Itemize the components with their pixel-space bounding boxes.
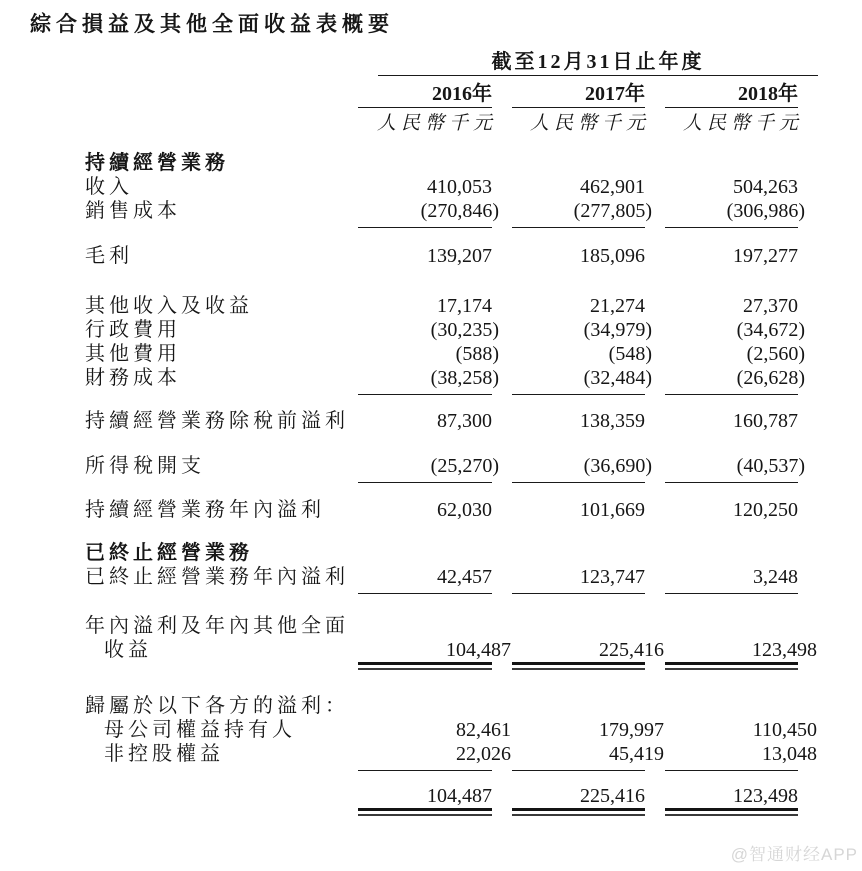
value-cell [512,498,645,522]
row-label: 非控股權益 [104,743,224,765]
value-cell [512,366,652,390]
value-cell [665,342,805,366]
row-label: 持續經營業務年內溢利 [85,499,325,521]
value-text: 110,450 [752,719,817,741]
row-label: 年內溢利及年內其他全面 [85,615,349,637]
data-row [85,294,798,318]
row-label [85,766,338,771]
income-statement-table [85,50,817,816]
value-cell [377,718,511,742]
row-label: 收入 [85,176,133,198]
row-label [85,478,338,483]
header-label-spacer [85,76,338,109]
period-header-row [85,50,798,76]
row-label [85,223,338,228]
data-row [85,244,798,268]
single-rule-row [85,589,798,594]
row-label: 已終止經營業務 [85,542,253,564]
single-rule-row [85,478,798,483]
value-cell [665,565,798,589]
value-text: (38,258) [430,367,499,389]
section-row [85,541,798,565]
row-label: 其他費用 [85,343,181,365]
total-rule [512,589,645,594]
value-text: 104,487 [446,639,511,661]
year-header-2018: 2018年 [665,76,798,108]
section-row [85,151,798,175]
value-cell [665,175,798,199]
value-cell [358,784,492,808]
page-title: 綜合損益及其他全面收益表概要 [30,12,394,36]
value-text: 138,359 [580,410,645,432]
value-cell [512,614,645,638]
value-cell [358,342,499,366]
value-cell [512,784,645,808]
value-text: 410,053 [427,176,492,198]
value-cell [684,638,817,662]
value-cell [665,541,798,565]
value-cell [358,565,492,589]
total-rule [512,390,645,395]
data-row [85,565,798,589]
value-text: 123,498 [733,785,798,807]
single-rule-row [85,223,798,228]
value-text: 21,274 [590,295,645,317]
total-rule [665,478,798,483]
value-text: 225,416 [580,785,645,807]
row-label: 歸屬於以下各方的溢利： [85,695,349,717]
value-cell [512,151,645,175]
value-text: (30,235) [430,319,499,341]
row-gap [85,268,798,294]
value-cell [377,742,511,766]
unit-header: 人民幣千元 [376,113,497,134]
total-rule [358,390,492,395]
value-cell [358,318,499,342]
row-label: 行政費用 [85,319,181,341]
header-label-spacer [85,50,338,76]
value-text: 42,457 [437,566,492,588]
value-cell [512,409,645,433]
value-text: 120,250 [733,499,798,521]
value-text: 185,096 [580,245,645,267]
value-cell [512,694,645,718]
value-cell [665,454,805,478]
value-cell [358,541,492,565]
value-cell [665,151,798,175]
value-cell [512,541,645,565]
value-text: 45,419 [609,743,664,765]
value-cell [665,694,798,718]
value-cell [358,366,499,390]
grand-total-rule [512,808,645,816]
value-cell [665,614,798,638]
row-gap [85,228,798,244]
value-cell [358,498,492,522]
value-text: 504,263 [733,176,798,198]
row-gap [85,137,798,151]
value-cell [531,742,664,766]
value-text: (32,484) [583,367,652,389]
row-gap [85,771,798,784]
value-cell [358,614,492,638]
row-label: 持續經營業務除稅前溢利 [85,410,349,432]
watermark: @智通财经APP [730,845,858,864]
unit-header: 人民幣千元 [529,113,650,134]
unit-header-row [85,109,803,137]
period-header: 截至12月31日止年度 [378,50,818,76]
double-rule-row [85,662,798,670]
value-text: 3,248 [753,566,798,588]
row-label: 已終止經營業務年內溢利 [85,566,349,588]
value-cell [665,318,805,342]
data-row [85,614,798,638]
data-row [85,638,817,662]
unit-header: 人民幣千元 [682,113,803,134]
value-cell [512,318,652,342]
value-cell [665,199,805,223]
row-label: 持續經營業務 [85,152,229,174]
value-cell [512,175,645,199]
data-row [85,784,798,808]
value-text: (36,690) [583,455,652,477]
value-text: 17,174 [437,295,492,317]
value-text: 225,416 [599,639,664,661]
row-gap [85,594,798,614]
data-row [85,342,805,366]
value-cell [684,742,817,766]
data-row [85,454,805,478]
value-text: 197,277 [733,245,798,267]
value-cell [512,454,652,478]
value-cell [377,638,511,662]
value-cell [531,718,664,742]
total-rule [665,589,798,594]
value-text: (277,805) [573,200,652,222]
data-row [85,175,798,199]
data-row [85,742,817,766]
row-label: 所得稅開支 [85,455,205,477]
row-label [85,662,338,670]
value-text: 62,030 [437,499,492,521]
row-label: 財務成本 [85,367,181,389]
value-text: (25,270) [430,455,499,477]
value-text: 139,207 [427,245,492,267]
value-cell [358,454,499,478]
data-row [85,498,798,522]
row-label: 毛利 [85,245,133,267]
grand-total-rule [512,662,645,670]
row-gap [85,483,798,498]
data-row [85,718,817,742]
row-label: 母公司權益持有人 [104,719,296,741]
row-label [85,589,338,594]
data-row [85,318,805,342]
total-rule [512,223,645,228]
table-body [85,137,817,816]
value-text: 123,498 [752,639,817,661]
value-text: 87,300 [437,410,492,432]
row-label: 收益 [104,639,152,661]
single-rule-row [85,766,798,771]
data-row [85,366,805,390]
value-text: (588) [455,343,499,365]
value-text: (2,560) [746,343,805,365]
data-row [85,694,798,718]
value-cell [512,565,645,589]
value-cell [358,409,492,433]
row-gap [85,395,798,409]
value-cell [684,718,817,742]
grand-total-rule [358,662,492,670]
value-text: 27,370 [743,295,798,317]
total-rule [358,766,492,771]
row-label: 其他收入及收益 [85,295,253,317]
value-text: 104,487 [427,785,492,807]
grand-total-rule [665,808,798,816]
value-text: (34,672) [736,319,805,341]
value-text: 82,461 [456,719,511,741]
total-rule [512,478,645,483]
value-cell [512,342,652,366]
row-label: 銷售成本 [85,200,181,222]
value-cell [358,244,492,268]
total-rule [665,766,798,771]
value-text: 462,901 [580,176,645,198]
total-rule [665,390,798,395]
row-label [85,390,338,395]
total-rule [358,478,492,483]
value-cell [358,199,499,223]
value-text: 22,026 [456,743,511,765]
value-cell [665,409,798,433]
row-gap [85,522,798,541]
value-text: (34,979) [583,319,652,341]
header-label-spacer [85,109,338,137]
single-rule-row [85,390,798,395]
value-cell [665,784,798,808]
value-cell [531,638,664,662]
value-cell [665,366,805,390]
data-row [85,199,805,223]
total-rule [358,589,492,594]
data-row [85,409,798,433]
total-rule [512,766,645,771]
value-cell [512,199,652,223]
value-text: 179,997 [599,719,664,741]
value-cell [358,294,492,318]
value-text: 13,048 [762,743,817,765]
double-rule-row [85,808,798,816]
value-cell [665,244,798,268]
value-cell [358,694,492,718]
row-label [85,808,338,816]
value-cell [512,294,645,318]
value-text: (306,986) [726,200,805,222]
year-header-2017: 2017年 [512,76,645,108]
row-gap [85,433,798,454]
total-rule [358,223,492,228]
value-text: 123,747 [580,566,645,588]
value-text: (548) [608,343,652,365]
value-text: 160,787 [733,410,798,432]
value-text: (26,628) [736,367,805,389]
value-cell [665,498,798,522]
grand-total-rule [358,808,492,816]
row-gap [85,670,798,694]
row-label [85,784,338,808]
value-cell [512,244,645,268]
grand-total-rule [665,662,798,670]
value-cell [358,151,492,175]
total-rule [665,223,798,228]
value-cell [665,294,798,318]
value-text: (40,537) [736,455,805,477]
value-text: (270,846) [420,200,499,222]
value-text: 101,669 [580,499,645,521]
year-header-2016: 2016年 [358,76,492,108]
year-header-row [85,76,798,109]
value-cell [358,175,492,199]
